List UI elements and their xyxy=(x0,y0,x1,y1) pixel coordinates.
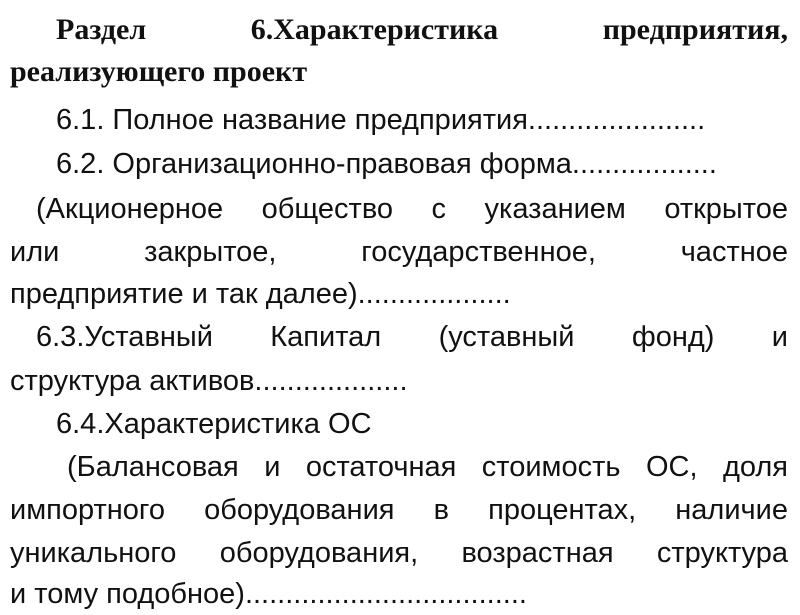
item-6-4-note-line-1: (Балансовая и остаточная стоимость ОС, доля xyxy=(67,451,788,483)
item-6-1: 6.1. Полное название предприятия...................... xyxy=(56,104,706,136)
section-title-line-2: реализующего проект xyxy=(10,55,308,88)
item-6-4-note-line-4: и тому подобное)................................... xyxy=(10,578,527,610)
item-6-2-note-line-3: предприятие и так далее)................... xyxy=(10,278,511,310)
item-6-2: 6.2. Организационно-правовая форма.................. xyxy=(56,148,717,180)
item-6-3-line-1: 6.3.Уставный Капитал (уставный фонд) и xyxy=(36,321,788,353)
item-6-2-note-line-2: или закрытое, государственное, частное xyxy=(10,236,788,268)
item-6-4-note-line-3: уникального оборудования, возрастная структура xyxy=(10,537,788,569)
item-6-3-line-2: структура активов................... xyxy=(10,365,408,397)
item-6-2-note-line-1: (Акционерное общество с указанием открытое xyxy=(36,193,788,225)
item-6-4-note-line-2: импортного оборудования в процентах, наличие xyxy=(10,494,788,526)
section-title-line-1: Раздел 6.Характеристика предприятия, xyxy=(56,13,788,46)
item-6-4: 6.4.Характеристика ОС xyxy=(56,408,372,440)
